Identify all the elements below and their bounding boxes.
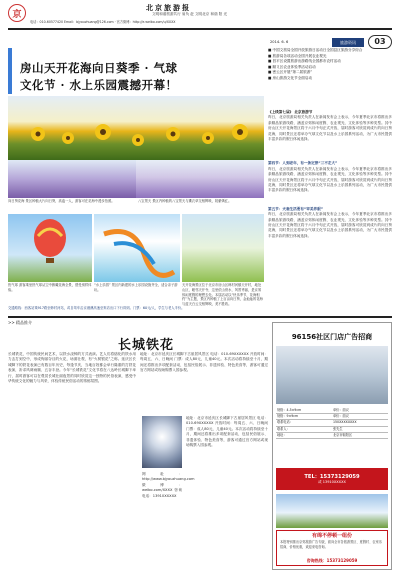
ad-bottom-text: 本报特别推出京郊旅游广告专版，面向全市各旅游景区、度假村、农家乐招商，价格优惠，欢迎来电咨询。: [280, 540, 382, 549]
section-tag: 旅游资讯: [332, 38, 364, 47]
ad-phone: TEL：15373129059: [304, 474, 360, 480]
water-slide-icon: [94, 214, 180, 282]
sunflower-icon: [8, 96, 264, 160]
ad-phone-alt: 或 13910XXXXX: [318, 480, 346, 484]
headline-line-1: 房山天开花海向日葵季 · 气球: [20, 61, 178, 75]
ad-cell: 规格：9×9cm: [277, 414, 299, 419]
section-label: >> 精品推介: [8, 320, 32, 325]
article-body: 长城铁花，中国传统民间艺术，以铁水浇铸的方式表演。艺人们将熔化的铁水用力击打到空中，形成绚丽夺目的火花，场面壮观，有“火树银花”之称。延庆区长城脚下的铁花表演已有数百年历史，每逢节庆，当地百姓都会举行隆重的打铁花表演，祈求风调雨顺、五谷丰登。今年“长城铁花”文化节将在八达岭长城脚下举行，届时游客可以在观赏长城壮丽夜景的同时欣赏这一独特的民俗表演，感受中华传统文化的魅力与风采，体验传统民俗活动的浓郁氛围。: [8, 352, 136, 384]
article-title: 长城铁花: [118, 338, 175, 353]
right-article-subheading: 第五节：夫妻生活要有“审美养眼”: [268, 206, 324, 211]
article-column-mid: [140, 352, 268, 412]
contact-line: 电话：010-60577420 Email：bjyouzhuang@126.com · 官方微博：http://e.weibo.com/u/XXXX: [30, 20, 176, 24]
ad-cell: 地址：: [277, 432, 287, 437]
newspaper-logo-icon: 京: [8, 4, 26, 22]
ad-cell: 北京市朝阳区: [333, 432, 353, 437]
right-article-subheading: 第四节：人到老年，有一条定律“三不走大”: [268, 161, 338, 166]
news-item[interactable]: ■ 中国文旅局全国开放旅游日活动日全国县区旅游分享综合: [268, 48, 363, 52]
headline-accent-bar: [8, 48, 12, 94]
news-item[interactable]: ■ 顺义区农业体验季活动启动: [268, 64, 316, 69]
news-item[interactable]: ■ 昌平区设置旅游出游路线全国都市农村活动: [268, 59, 341, 64]
ad-cell: 联系人：: [277, 426, 290, 431]
ad-scenery-photo: [276, 494, 388, 528]
caption-balloon: 热气球 游客乘坐热气球从空中俯瞰花海全景，感受别样体验。: [8, 283, 92, 292]
ad-cell: 单价：面议: [333, 408, 349, 412]
iron-flower-fireworks-photo: [142, 416, 182, 468]
ad-bottom-phone: 咨询热线：15373129059: [306, 558, 358, 563]
ad-cell: 150XXXXXXXX: [333, 420, 357, 425]
right-article-body: 昨日，北京旅游局相关负责人在新闻发布会上表示，今年夏季北京市将推出多条精品旅游线路，涵盖京郊休闲度假、农业观光、文化体验等多种类型。其中房山区天开花海景区将于六月中旬正式开放，届时游客可欣赏到成片的向日葵花海，同时景区还将举办气球文化节以及水上乐园系列活动，为广大市民提供丰富多彩的假日休闲选择。: [268, 212, 392, 238]
article-column-left: [8, 352, 136, 568]
water-park-photo: [94, 214, 180, 282]
article-body: 地址：北京市延庆区长城脚下古崖居风景区 电话：010-69XXXXXX 开放时间：每周五、六、日晚间 门票：成人80元，儿童40元。本次活动将持续至十月，期间还将推出多项配套活动，包括民俗展示、非遗体验、特色美食等，游客可通过官方网站或现场购票入园参观。: [186, 416, 268, 448]
page-number: 03: [368, 35, 392, 49]
sunflower-field-photo: [8, 96, 264, 160]
ad-bottom-title: 有绵不停顿一组份: [311, 533, 352, 539]
ad-pricing-table: [276, 408, 388, 439]
caption-sunflower: 向日葵花海 景区种植大片向日葵，高逾一人，游客可在花海中漫步拍照。: [8, 199, 115, 203]
article-info: 网址：http://www.bjyouzhuang.com 微博：weibo.com/XXXX 咨询电话：13910XXXXX: [142, 472, 195, 498]
right-article-body: 昨日，北京旅游局相关负责人在新闻发布会上表示，今年夏季北京市将推出多条精品旅游线路，涵盖京郊休闲度假、农业观光、文化体验等多种类型。其中房山区天开花海景区将于六月中旬正式开放，届时游客可欣赏到成片的向日葵花海，同时景区还将举办气球文化节以及水上乐园系列活动，为广大市民提供丰富多彩的假日休闲选择。: [268, 166, 392, 193]
header-rule: [8, 28, 392, 30]
balloon-icon: [8, 214, 92, 282]
ad-title: 96156社区门店广告招商: [291, 333, 373, 341]
ad-phone-banner: [276, 468, 388, 490]
caption-left-article: 天开花海景区位于北京市房山区韩村河镇天开村，地处山区，毗邻天开寺，这里依山傍水，风景秀丽，是京郊休闲度假的理想去处。本届活动以“快乐季节，花海相约”为主题，景区内种植了上百亩向日葵，金灿灿的花海与蓝天白云交相辉映，美不胜收。: [182, 283, 263, 307]
right-article-body: 昨日，北京旅游局相关负责人在新闻发布会上表示，今年夏季北京市将推出多条精品旅游线路，涵盖京郊休闲度假、农业观光、文化体验等多种类型。其中房山区天开花海景区将于六月中旬正式开放，届时游客可欣赏到成片的向日葵花海，同时景区还将举办气球文化节以及水上乐园系列活动，为广大市民提供丰富多彩的假日休闲选择。: [268, 115, 392, 142]
ad-row: [276, 433, 388, 439]
section-divider: [8, 316, 392, 318]
hot-air-balloon-photo: [8, 214, 92, 282]
masthead-tagline: 文明和谐旅游共行 肩负 赶 文明北京 和谐 阳 光: [152, 12, 228, 16]
caption-footer: 交通路线：西客站乘917路至韩村河站，或自驾车沿京港澳高速至窦店出口下行即到。门票：60元/人，学生与老人半价。: [8, 306, 185, 310]
sedum-photo: [136, 160, 264, 198]
ad-cell: 规格：4.5×9cm: [277, 408, 302, 412]
ad-cell: 张先生: [333, 426, 343, 431]
right-article-heading: 《上线第七届》 北京旅游节: [268, 110, 313, 114]
headline-line-2: 文化节 · 水上乐园震撼开幕！: [20, 78, 178, 92]
issue-date: 2014. 6. 6: [270, 40, 289, 44]
caption-waterpark: “水上乐园” 景区内新建的水上乐园设施齐全，适合亲子游玩。: [94, 283, 178, 292]
article-body: 地址：北京市延庆区长城脚下古崖居风景区 电话：010-69XXXXXX 开放时间：每周五、六、日晚间 门票：成人80元，儿童40元。本次活动将持续至十月，期间还将推出多项配套活动，包括民俗展示、非遗体验、特色美食等，游客可通过官方网站或现场购票入园参观。: [140, 352, 268, 373]
page-header: [0, 0, 400, 26]
caption-lavender: 八宝景天 景区内种植的八宝景天与薰衣草交相辉映，姹紫嫣红。: [138, 199, 232, 203]
park-photo: [182, 214, 264, 282]
news-item[interactable]: ■ 房山旅游文化节全面启动: [268, 75, 313, 80]
masthead-title: 北京旅游报: [146, 3, 191, 12]
news-list: [268, 48, 392, 82]
news-item[interactable]: ■ 旅游局各项活动全国开展农业观光: [268, 53, 327, 58]
lavender-photo: [8, 160, 136, 198]
news-item[interactable]: ■ 密云区开展“第二届旅游”: [268, 70, 313, 75]
ad-cell: 单价：面议: [333, 414, 349, 419]
ad-storefront-photo: [276, 346, 388, 404]
right-article: [268, 110, 392, 256]
ad-cell: 联系电话：: [277, 420, 293, 425]
